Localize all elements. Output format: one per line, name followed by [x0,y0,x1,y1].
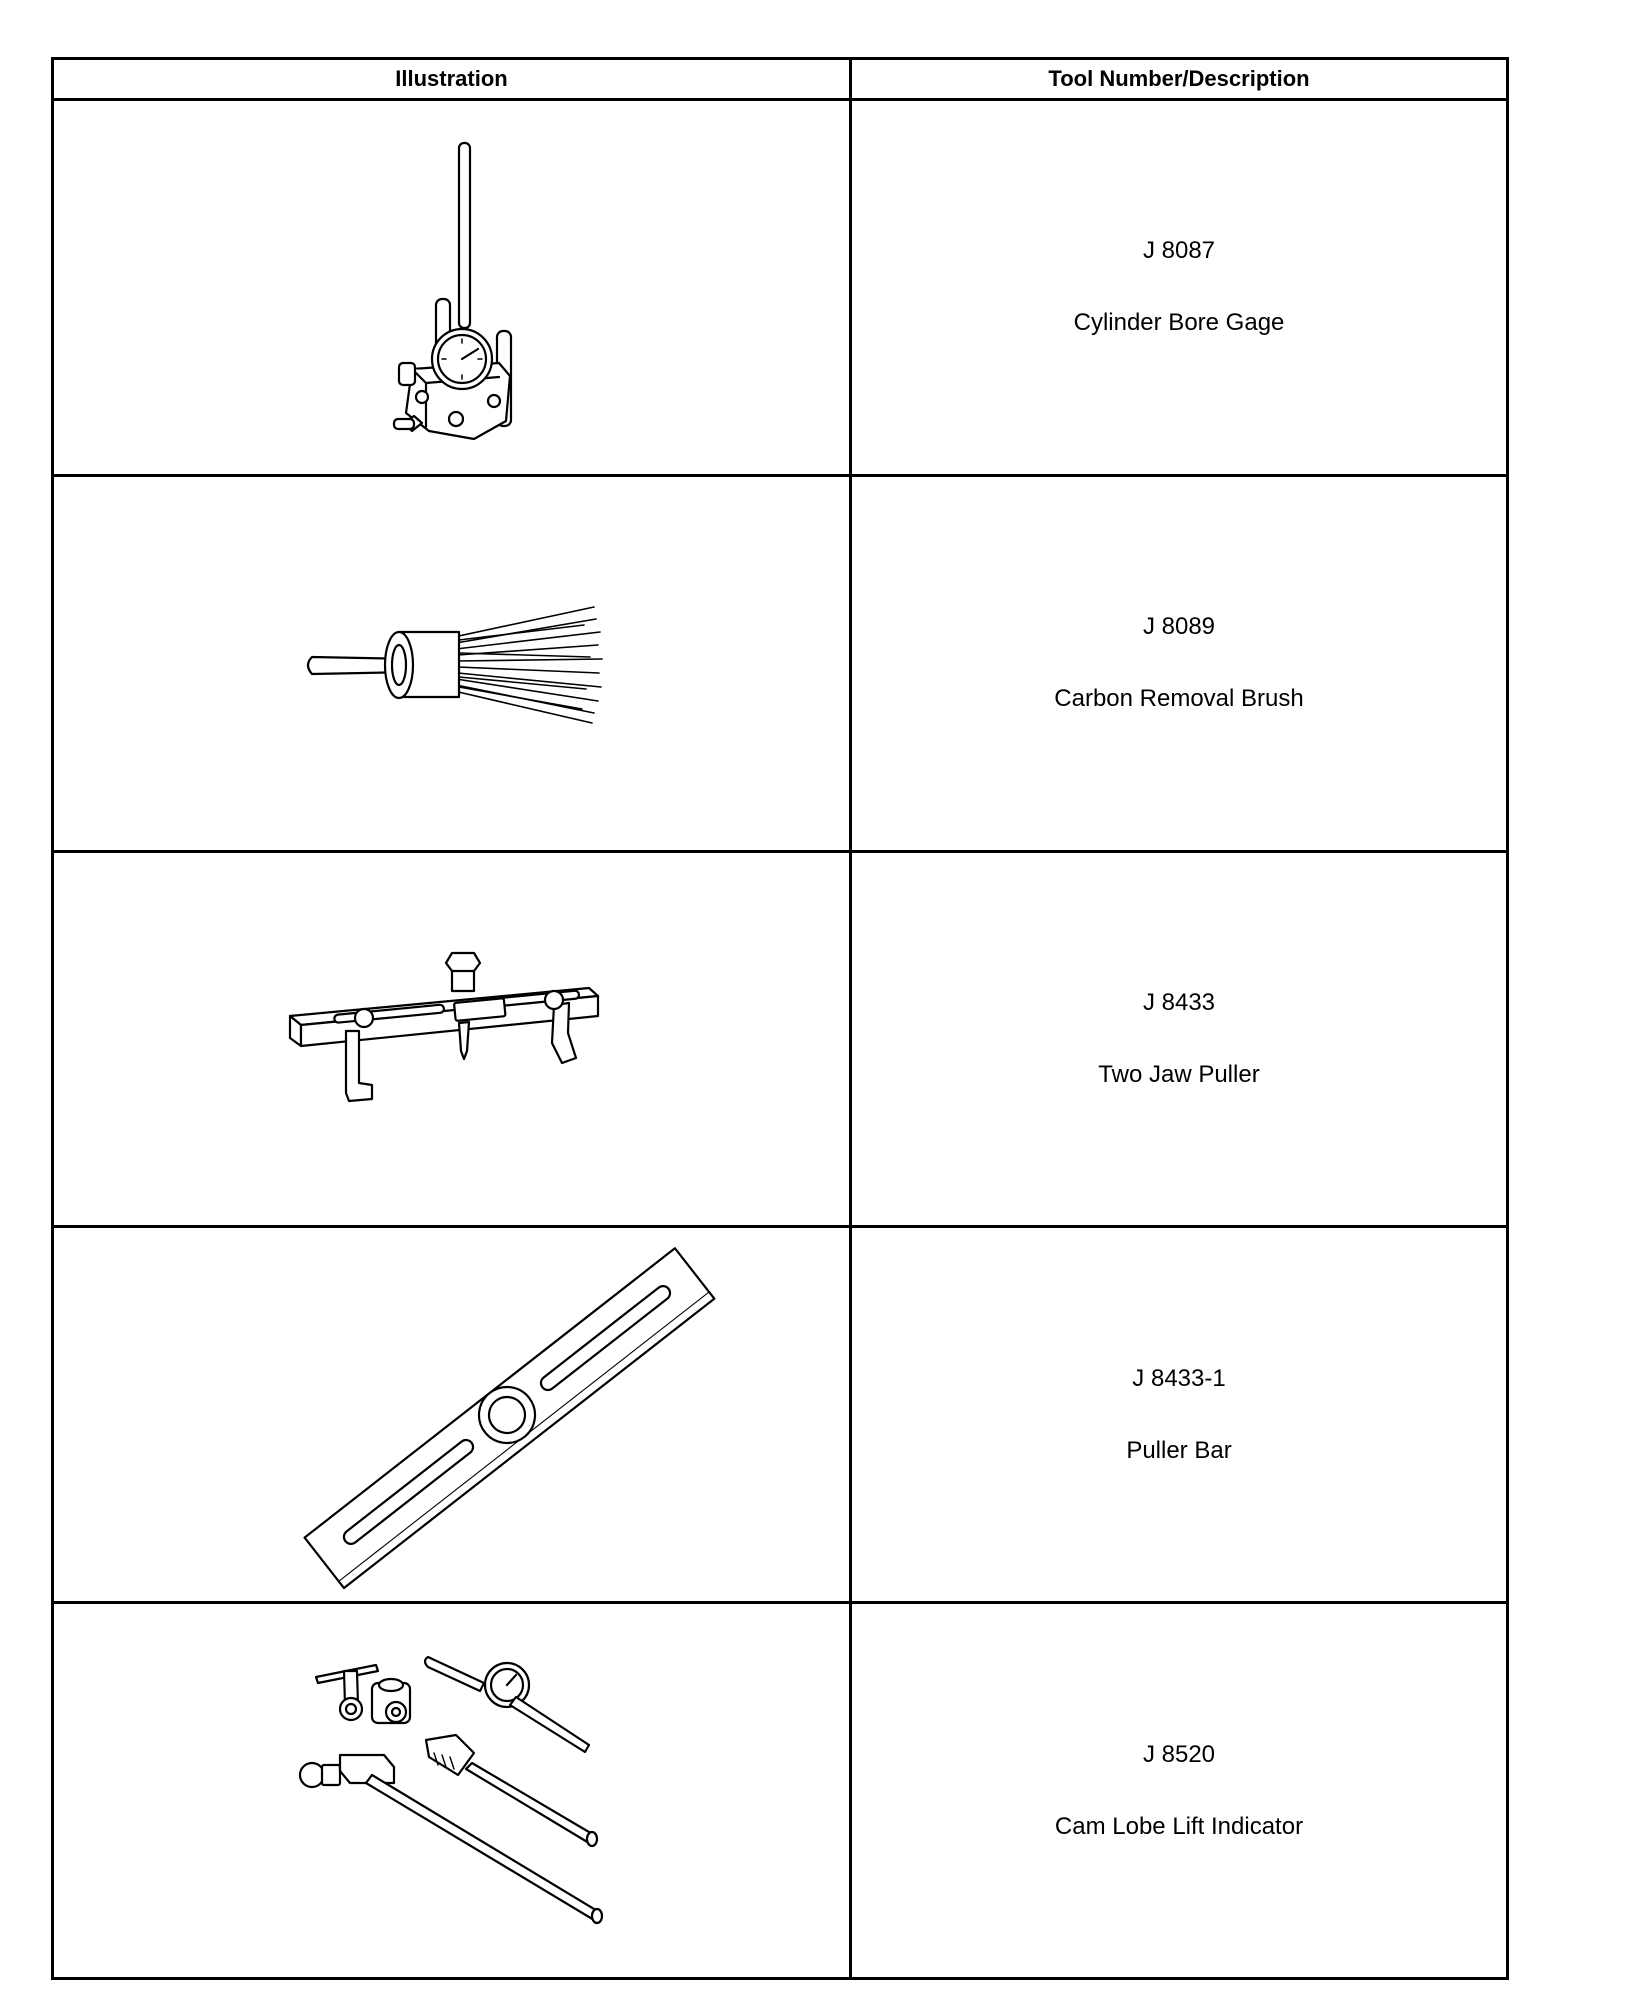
tool-description: Cylinder Bore Gage [1073,309,1285,337]
table-row [53,475,1508,851]
illustration-cell [53,100,851,476]
two-jaw-puller-icon [54,853,852,1225]
table-row [53,100,1508,476]
special-tools-table [51,57,1509,1980]
tool-description: Puller Bar [1126,1436,1232,1464]
tool-description: Carbon Removal Brush [1054,685,1304,713]
description-cell [851,475,1508,851]
description-cell [851,100,1508,476]
cam-lobe-lift-indicator-icon [54,1605,852,1977]
tool-number: J 8433 [1142,988,1216,1016]
illustration-cell [53,1603,851,1979]
description-cell [851,851,1508,1227]
description-cell [851,1227,1508,1603]
tool-number: J 8089 [1142,613,1216,641]
tool-number: J 8087 [1142,237,1216,265]
tool-description: Cam Lobe Lift Indicator [1054,1812,1304,1840]
illustration-cell [53,1227,851,1603]
puller-bar-icon [54,1229,852,1601]
tool-number: J 8520 [1142,1740,1216,1768]
table-row [53,1227,1508,1603]
table-row [53,1603,1508,1979]
illustration-header: Illustration [53,59,851,100]
cylinder-bore-gage-icon [54,101,852,473]
tool-header: Tool Number/Description [851,59,1508,100]
table-row [53,851,1508,1227]
illustration-cell [53,851,851,1227]
illustration-cell [53,475,851,851]
tool-description: Two Jaw Puller [1098,1060,1260,1088]
header-row [53,59,1508,100]
description-cell [851,1603,1508,1979]
tool-number: J 8433-1 [1132,1364,1226,1392]
carbon-removal-brush-icon [54,477,852,849]
